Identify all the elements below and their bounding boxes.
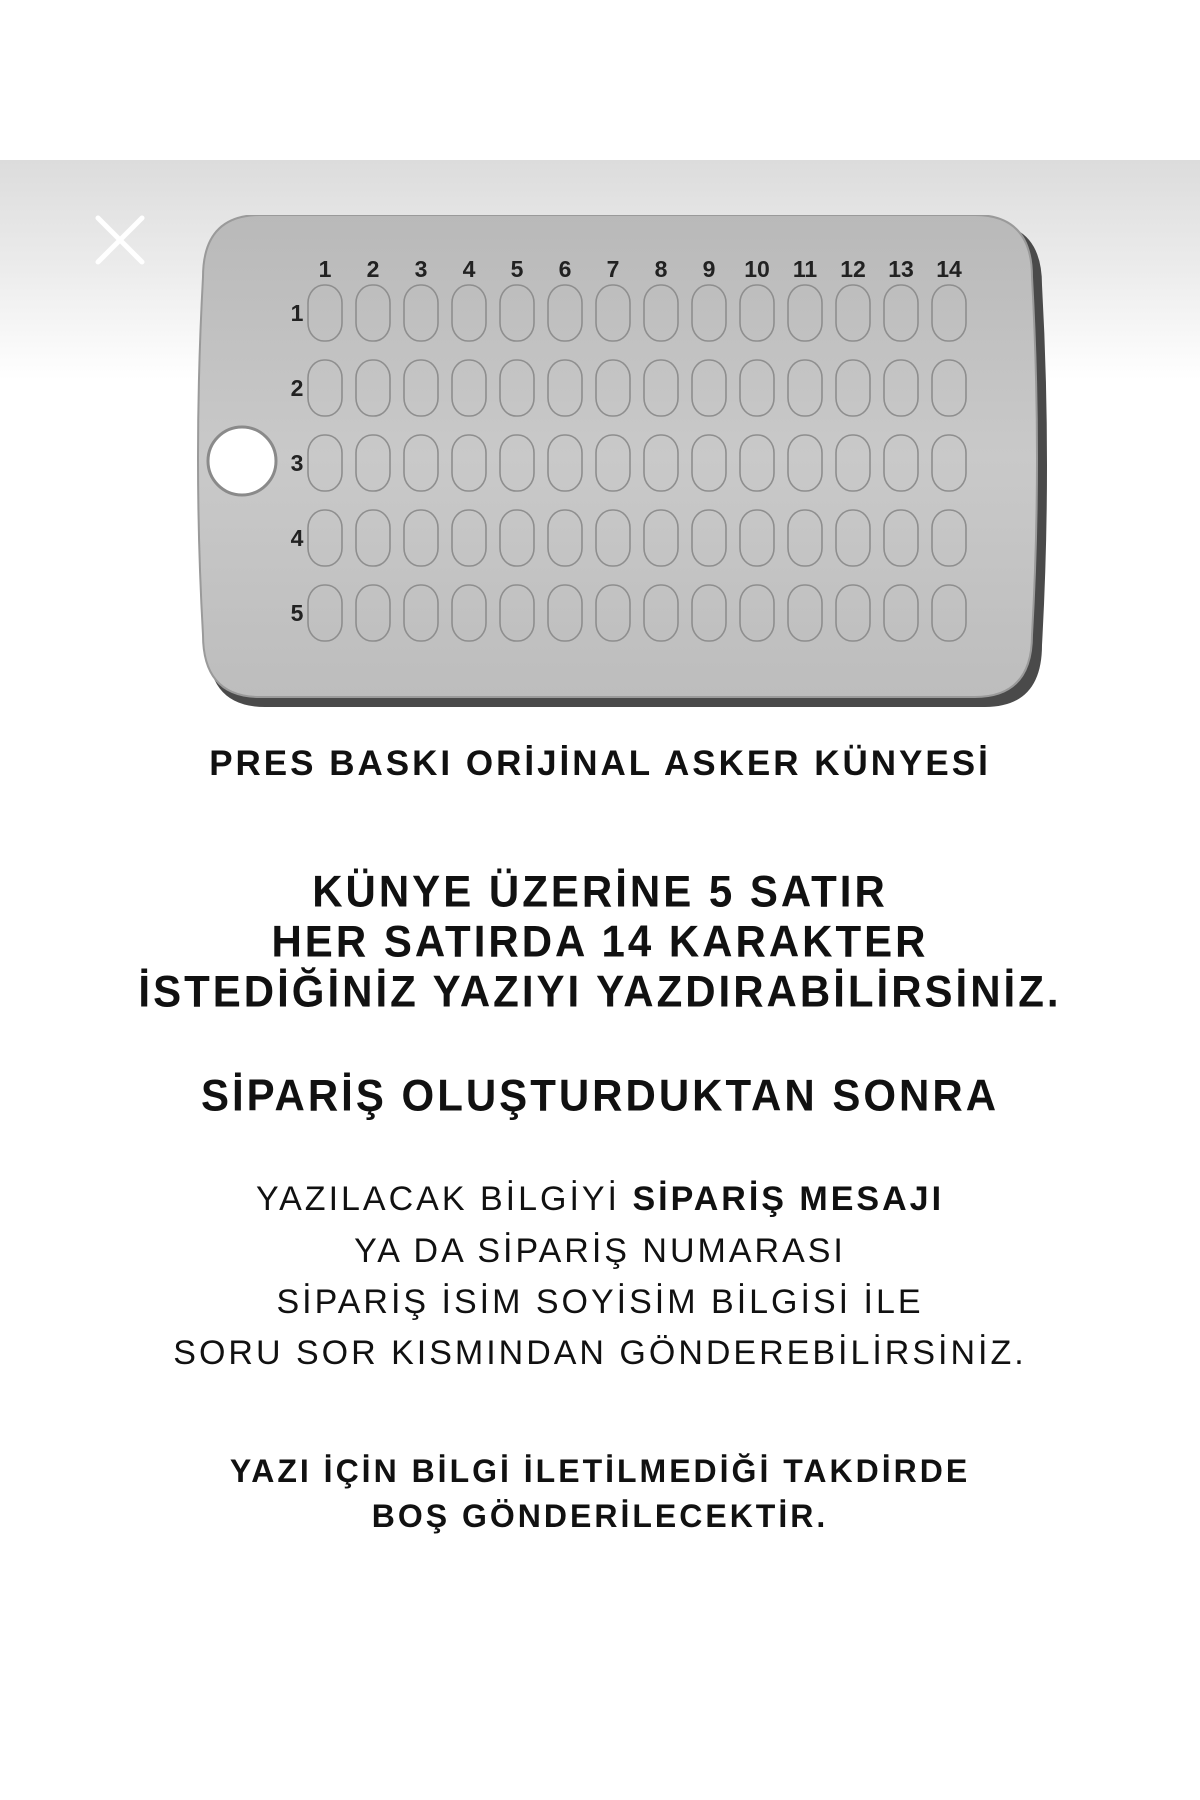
row-number-1: 1 [290,300,304,326]
column-number-8: 8 [654,256,668,282]
send-line-2: YA DA SİPARİŞ NUMARASI [354,1232,846,1270]
column-number-13: 13 [888,256,914,282]
column-number-5: 5 [510,256,524,282]
send-line-1 [0,1180,1200,1219]
headline: PRES BASKI ORİJİNAL ASKER KÜNYESİ [209,744,991,783]
row-number-4: 4 [290,525,304,551]
dog-tag-svg [170,215,1070,715]
dog-tag-diagram [170,215,1070,715]
row-number-2: 2 [290,375,304,401]
column-number-1: 1 [318,256,332,282]
column-number-14: 14 [936,256,962,282]
close-button[interactable] [92,212,148,268]
column-number-2: 2 [366,256,380,282]
column-number-12: 12 [840,256,866,282]
column-number-3: 3 [414,256,428,282]
row-number-5: 5 [290,600,304,626]
dog-tag-hole [208,427,276,495]
column-number-7: 7 [606,256,620,282]
column-number-6: 6 [558,256,572,282]
warning-line-1: YAZI İÇİN BİLGİ İLETİLMEDİĞİ TAKDİRDE [229,1453,971,1489]
info-line-characters: HER SATIRDA 14 KARAKTER [271,916,929,967]
row-number-3: 3 [290,450,304,476]
column-number-10: 10 [744,256,770,282]
column-number-11: 11 [792,256,818,282]
close-icon [92,212,148,268]
send-line-3: SİPARİŞ İSİM SOYİSİM BİLGİSİ İLE [276,1283,924,1321]
order-line: SİPARİŞ OLUŞTURDUKTAN SONRA [200,1070,1000,1121]
column-number-4: 4 [462,256,476,282]
info-line-rows: KÜNYE ÜZERİNE 5 SATIR [312,866,888,917]
column-number-9: 9 [702,256,716,282]
info-line-custom-text: İSTEDİĞİNİZ YAZIYI YAZDIRABİLİRSİNİZ. [138,966,1062,1017]
send-line-1-bold: SİPARİŞ MESAJI [632,1180,945,1218]
send-line-1-prefix: YAZILACAK BİLGİYİ [255,1180,633,1218]
send-line-4: SORU SOR KISMINDAN GÖNDEREBİLİRSİNİZ. [173,1334,1027,1372]
warning-line-2: BOŞ GÖNDERİLECEKTİR. [371,1498,829,1534]
